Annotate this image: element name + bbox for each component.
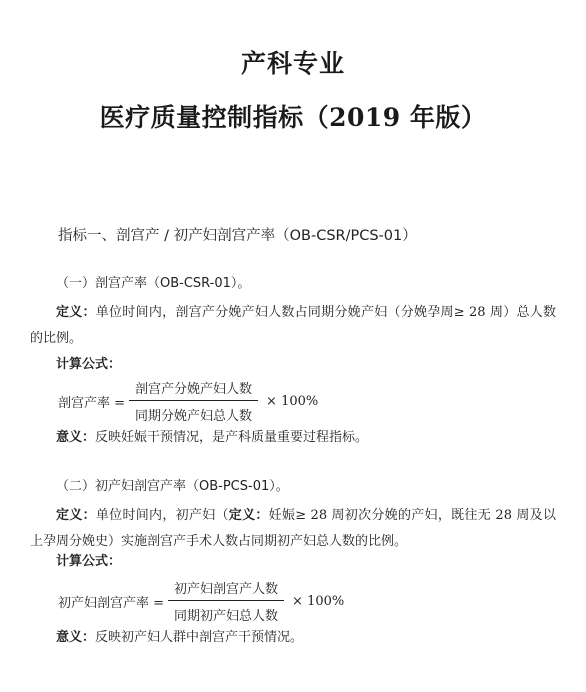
document-subtitle: 医疗质量控制指标（2019 年版）: [99, 103, 487, 132]
formula-label-csr: 计算公式：: [56, 357, 122, 372]
formula-pcs: [58, 578, 344, 624]
definition-text: 单位时间内，剖宫产分娩产妇人数占同期分娩产妇（分娩孕周≥ 28 周）总人数的比例。: [30, 305, 556, 346]
formula-label-pcs: 计算公式：: [56, 554, 122, 569]
meaning-label: 意义：: [56, 630, 96, 645]
section-heading-pcs: （二）初产妇剖宫产率（OB-PCS-01）。: [56, 479, 289, 494]
meaning-pcs: [56, 630, 303, 646]
formula-fraction: [129, 378, 258, 424]
formula-denominator: 同期分娩产妇总人数: [135, 409, 253, 424]
formula-lhs: 初产妇剖宫产率 =: [58, 595, 165, 611]
definition-label: 定义：: [56, 305, 96, 320]
section-heading-csr: （一）剖宫产率（OB-CSR-01）。: [56, 276, 251, 291]
formula-multiplier: × 100%: [266, 393, 319, 409]
document-title: 产科专业: [240, 49, 345, 78]
formula-fraction: [168, 578, 284, 624]
formula-denominator: 同期初产妇总人数: [174, 609, 279, 624]
formula-lhs: 剖宫产率 =: [58, 395, 126, 411]
meaning-text: 反映妊娠干预情况，是产科质量重要过程指标。: [95, 430, 369, 445]
definition-label: 定义：: [56, 508, 96, 523]
formula-numerator: 剖宫产分娩产妇人数: [135, 382, 253, 397]
definition-paragraph-csr: [30, 300, 556, 352]
formula-multiplier: × 100%: [292, 593, 345, 609]
meaning-label: 意义：: [56, 430, 96, 445]
definition-paragraph-pcs: [30, 503, 556, 555]
formula-csr: [58, 378, 318, 424]
definition-inner-label: 定义：: [228, 508, 269, 523]
meaning-csr: [56, 430, 368, 446]
definition-text-part1: 单位时间内，初产妇（: [95, 508, 229, 523]
definition-text-part2: 妊娠≥ 28 周初次分娩的产妇，既往无 28 周及以上孕周分娩史）实施剖宫产手术人数占同期初产妇总人数的比例。: [30, 508, 556, 549]
formula-numerator: 初产妇剖宫产人数: [174, 582, 279, 597]
indicator-heading: 指标一、剖宫产 / 初产妇剖宫产率（OB-CSR/PCS-01）: [58, 228, 417, 244]
meaning-text: 反映初产妇人群中剖宫产干预情况。: [95, 630, 304, 645]
